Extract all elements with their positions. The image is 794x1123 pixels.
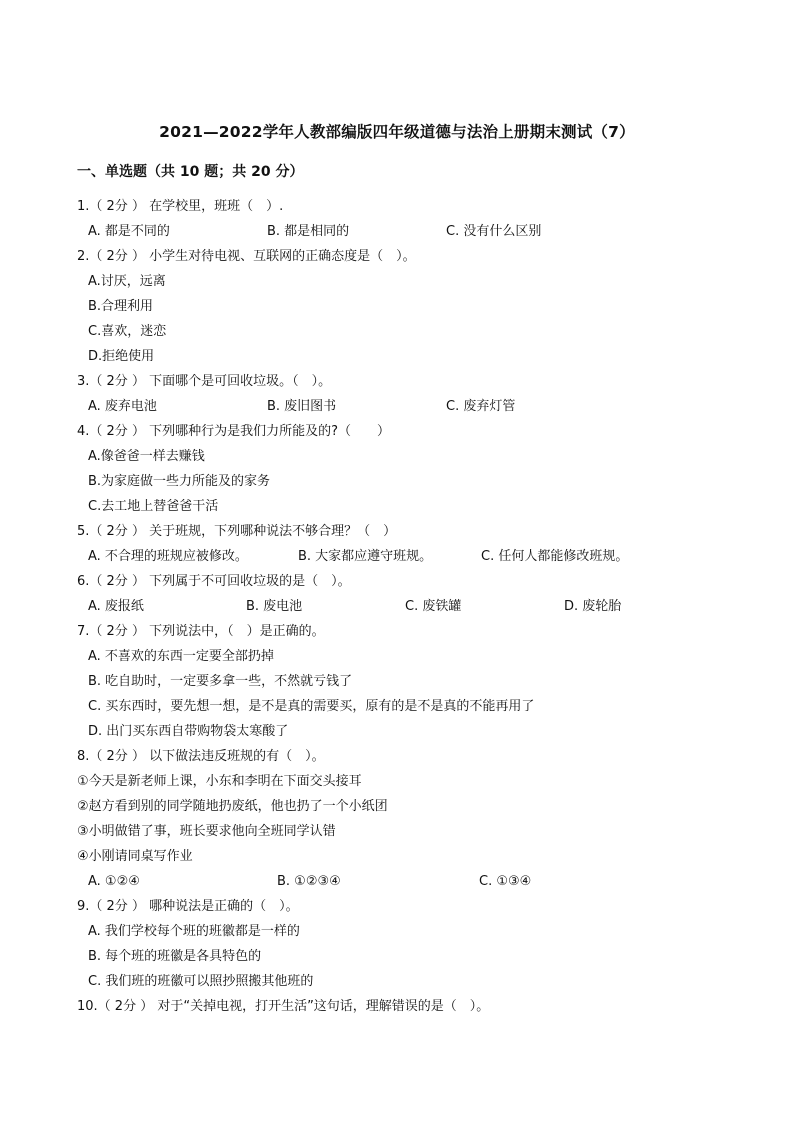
option: C. 任何人都能修改班规。 [481,549,629,564]
question-stem: 2.（ 2分 ） 小学生对待电视、互联网的正确态度是（ ）。 [77,249,416,264]
option: C. 废铁罐 [405,599,462,614]
option: D. 废轮胎 [564,599,622,614]
question-stem: 8.（ 2分 ） 以下做法违反班规的有（ ）。 [77,749,325,764]
statement-item: ③小明做错了事，班长要求他向全班同学认错 [77,824,336,839]
question-stem: 6.（ 2分 ） 下列属于不可回收垃圾的是（ ）。 [77,574,351,589]
question-stem: 10.（ 2分 ） 对于“关掉电视，打开生活”这句话，理解错误的是（ ）。 [77,999,490,1014]
section-heading: 一、单选题（共 10 题；共 20 分） [77,164,304,180]
option: C.去工地上替爸爸干活 [88,499,219,514]
inline-option-row [77,544,717,569]
inline-option-row [77,594,717,619]
option: C. 没有什么区别 [446,224,542,239]
statement-item: ②赵方看到别的同学随地扔废纸，他也扔了一个小纸团 [77,799,388,814]
option: B. 吃自助时，一定要多拿一些，不然就亏钱了 [88,674,353,689]
option: A. 我们学校每个班的班徽都是一样的 [88,924,300,939]
option: C. ①③④ [479,874,532,889]
option: B. 废旧图书 [267,399,337,414]
question-stem: 5.（ 2分 ） 关于班规，下列哪种说法不够合理？（ ） [77,524,397,539]
option: C. 买东西时，要先想一想，是不是真的需要买，原有的是不是真的不能再用了 [88,699,535,714]
option: A. 不喜欢的东西一定要全部扔掉 [88,649,274,664]
question-stem: 9.（ 2分 ） 哪种说法是正确的（ ）。 [77,899,299,914]
option: B. 大家都应遵守班规。 [298,549,433,564]
statement-item: ④小刚请同桌写作业 [77,849,193,864]
option: B. 都是相同的 [267,224,350,239]
exam-title: 2021—2022学年人教部编版四年级道德与法治上册期末测试（7） [159,123,635,141]
inline-option-row [77,869,717,894]
option: B. ①②③④ [277,874,341,889]
inline-option-row [77,219,717,244]
option: D.拒绝使用 [88,349,155,364]
option: A.像爸爸一样去赚钱 [88,449,205,464]
option: B.为家庭做一些力所能及的家务 [88,474,271,489]
option: A.讨厌，远离 [88,274,166,289]
option: C. 我们班的班徽可以照抄照搬其他班的 [88,974,314,989]
question-stem: 7.（ 2分 ） 下列说法中，（ ）是正确的。 [77,624,325,639]
question-stem: 4.（ 2分 ） 下列哪种行为是我们力所能及的?（ ） [77,424,390,439]
option: D. 出门买东西自带购物袋太寒酸了 [88,724,289,739]
option: A. 废报纸 [88,599,144,614]
inline-option-row [77,394,717,419]
option: B.合理利用 [88,299,154,314]
question-stem: 1.（ 2分 ） 在学校里，班班（ ）. [77,199,284,214]
option: B. 每个班的班徽是各具特色的 [88,949,262,964]
option: C.喜欢，迷恋 [88,324,167,339]
option: A. ①②④ [88,874,140,889]
question-stem: 3.（ 2分 ） 下面哪个是可回收垃圾。（ ）。 [77,374,332,389]
option: A. 废弃电池 [88,399,157,414]
option: B. 废电池 [246,599,303,614]
statement-item: ①今天是新老师上课，小东和李明在下面交头接耳 [77,774,362,789]
option: A. 不合理的班规应被修改。 [88,549,248,564]
option: C. 废弃灯管 [446,399,516,414]
option: A. 都是不同的 [88,224,170,239]
question-list [77,194,717,1019]
